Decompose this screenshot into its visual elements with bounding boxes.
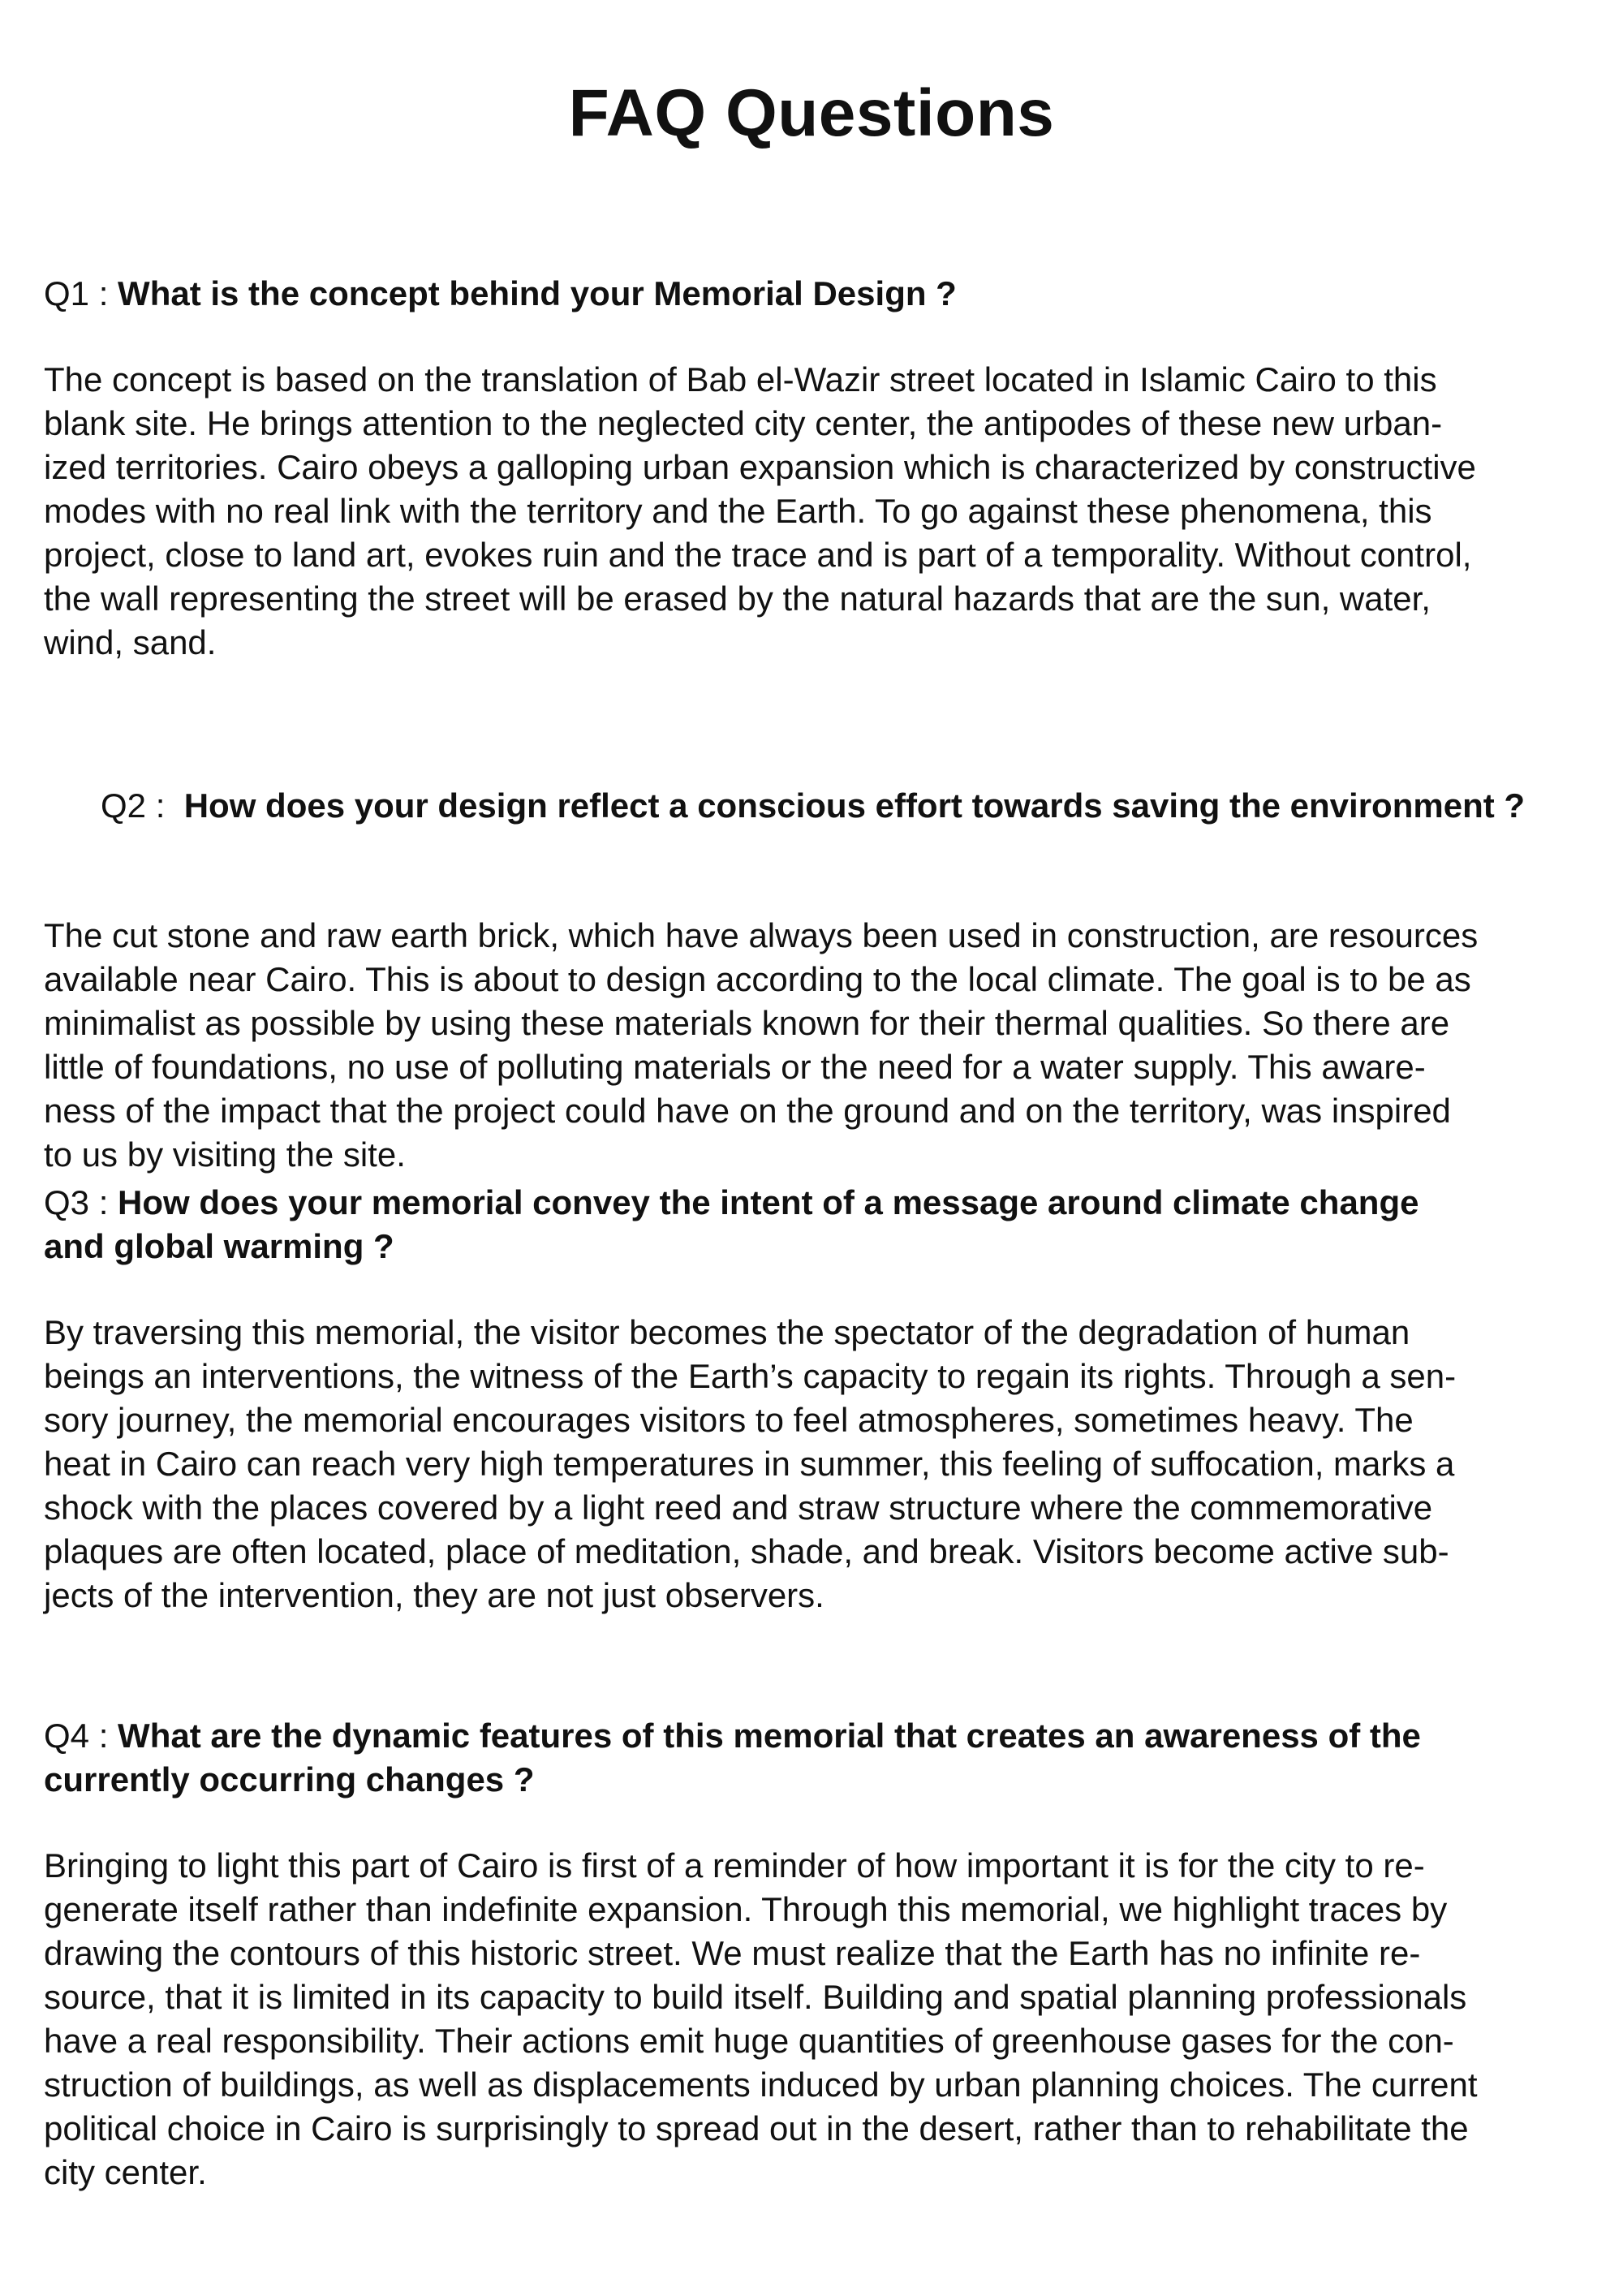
answer-line: generate itself rather than indefinite expansion. Through this memorial, we highlight traces by — [44, 1890, 1448, 1928]
answer-line: the wall representing the street will be erased by the natural hazards that are the sun, water, — [44, 579, 1431, 618]
answer-line: blank site. He brings attention to the neglected city center, the antipodes of these new urban- — [44, 404, 1443, 442]
answer-line: sory journey, the memorial encourages visitors to feel atmospheres, sometimes heavy. The — [44, 1401, 1414, 1439]
answer-line: The cut stone and raw earth brick, which have always been used in construction, are resources — [44, 916, 1479, 954]
answer-line: available near Cairo. This is about to design according to the local climate. The goal is to be as — [44, 960, 1471, 998]
answer-line: wind, sand. — [44, 623, 217, 661]
answer-line: ness of the impact that the project could have on the ground and on the territory, was inspired — [44, 1092, 1451, 1130]
answer-line: have a real responsibility. Their actions emit huge quantities of greenhouse gases for the con- — [44, 2022, 1454, 2060]
faq-question-3 — [44, 1181, 1586, 1269]
answer-line: By traversing this memorial, the visitor becomes the spectator of the degradation of human — [44, 1313, 1410, 1351]
faq-answer-1 — [44, 358, 1586, 665]
faq-answer-4 — [44, 1844, 1586, 2195]
faq-answer-3 — [44, 1311, 1586, 1618]
faq-answer-2 — [44, 914, 1586, 1177]
question-text: What are the dynamic features of this memorial that creates an awareness of the — [118, 1717, 1421, 1755]
answer-line: city center. — [44, 2153, 207, 2191]
answer-line: The concept is based on the translation of Bab el-Wazir street located in Islamic Cairo to this — [44, 360, 1437, 398]
question-text: What is the concept behind your Memorial Design ? — [118, 274, 957, 312]
answer-line: minimalist as possible by using these materials known for their thermal qualities. So there are — [44, 1004, 1450, 1042]
answer-line: political choice in Cairo is surprisingly to spread out in the desert, rather than to rehabilitate the — [44, 2109, 1469, 2147]
question-number: Q4 : — [44, 1717, 118, 1755]
answer-line: little of foundations, no use of polluting materials or the need for a water supply. This aware- — [44, 1048, 1426, 1086]
faq-item-3 — [44, 1181, 1586, 1618]
question-number: Q1 : — [44, 274, 118, 312]
page-title: FAQ Questions — [568, 76, 1055, 150]
answer-line: shock with the places covered by a light reed and straw structure where the commemorative — [44, 1488, 1433, 1527]
answer-line: modes with no real link with the territory and the Earth. To go against these phenomena, this — [44, 492, 1432, 530]
question-text: and global warming ? — [44, 1227, 394, 1265]
answer-line: heat in Cairo can reach very high temperatures in summer, this feeling of suffocation, marks a — [44, 1445, 1455, 1483]
question-line — [44, 1714, 1586, 1758]
faq-question-4 — [44, 1714, 1586, 1802]
answer-line: to us by visiting the site. — [44, 1135, 406, 1174]
answer-line: source, that it is limited in its capacity to build itself. Building and spatial planning professionals — [44, 1978, 1467, 2016]
answer-line: struction of buildings, as well as displacements induced by urban planning choices. The current — [44, 2066, 1478, 2104]
question-text: How does your design reflect a conscious effort towards saving the environment ? — [183, 786, 1526, 825]
question-line — [44, 1181, 1586, 1225]
faq-item-1 — [44, 272, 1586, 665]
faq-question-1 — [44, 272, 1586, 316]
faq-item-4 — [44, 1714, 1586, 2195]
answer-line: drawing the contours of this historic street. We must realize that the Earth has no infinite re- — [44, 1934, 1421, 1972]
answer-line: jects of the intervention, they are not just observers. — [44, 1576, 824, 1614]
question-text: How does your memorial convey the intent of a message around climate change — [118, 1183, 1419, 1221]
answer-line: project, close to land art, evokes ruin and the trace and is part of a temporality. Without control, — [44, 536, 1472, 574]
answer-line: Bringing to light this part of Cairo is first of a reminder of how important it is for the city to re- — [44, 1846, 1425, 1885]
faq-item-2 — [44, 740, 1586, 1177]
answer-line: plaques are often located, place of meditation, shade, and break. Visitors become active sub- — [44, 1532, 1449, 1570]
answer-line: ized territories. Cairo obeys a galloping urban expansion which is characterized by constructive — [44, 448, 1476, 486]
question-text: currently occurring changes ? — [44, 1760, 535, 1798]
answer-line: beings an interventions, the witness of the Earth’s capacity to regain its rights. Through a sen- — [44, 1357, 1457, 1395]
faq-question-2 — [44, 740, 1586, 872]
question-number: Q2 : — [101, 786, 184, 825]
question-number: Q3 : — [44, 1183, 118, 1221]
